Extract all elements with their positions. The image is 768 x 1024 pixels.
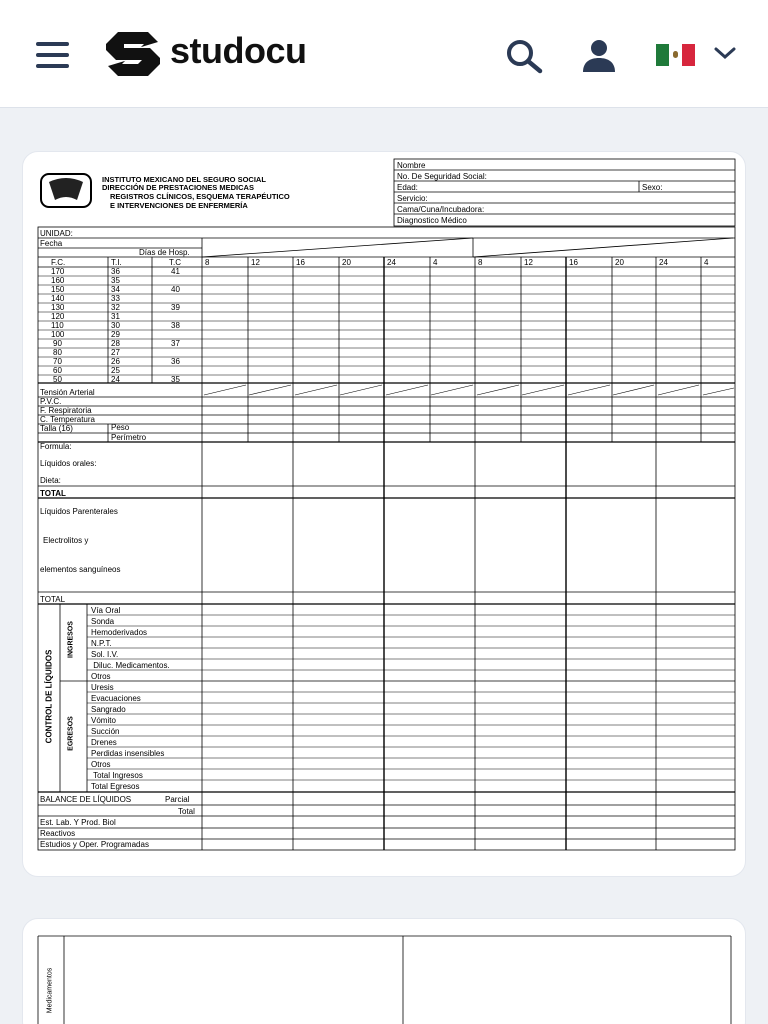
row-f-respiratoria: F. Respiratoria [40,406,92,415]
egreso-item: Drenes [91,738,117,747]
fc-value: 110 [51,321,64,330]
fc-value: 130 [51,303,65,312]
document-page-2 [22,918,746,1024]
field-servicio: Servicio: [397,194,428,203]
field-sexo: Sexo: [642,183,663,192]
tc-value: 38 [171,321,180,330]
form-grid-lines [23,152,747,878]
label-control-liquidos: CONTROL DE LÍQUIDOS [44,649,54,744]
egreso-item: Sangrado [91,705,126,714]
tc-value: 36 [171,357,180,366]
label-egresos: EGRESOS [67,716,75,751]
ti-value: 26 [111,357,120,366]
ti-value: 36 [111,267,120,276]
field-edad: Edad: [397,183,418,192]
egreso-item: Succión [91,727,120,736]
egreso-item: Evacuaciones [91,694,141,703]
search-icon[interactable] [504,38,544,74]
ti-value: 33 [111,294,120,303]
ti-value: 24 [111,375,120,384]
hour-header: 8 [478,258,483,267]
ingreso-item: Sonda [91,617,115,626]
hour-header: 12 [524,258,533,267]
institution-line-3: REGISTROS CLÍNICOS, ESQUEMA TERAPÉUTICO [110,192,290,201]
label-balance-total: Total [178,807,195,816]
row-peso: Peso [111,423,130,432]
row-estudios: Estudios y Oper. Programadas [40,840,149,849]
row-est-lab: Est. Lab. Y Prod. Biol [40,818,116,827]
label-liquidos-parenterales: Líquidos Parenterales [40,507,118,516]
egreso-item: Total Egresos [91,782,140,791]
label-formula: Formula: [40,442,72,451]
hour-header: 4 [433,258,438,267]
egreso-item: Vómito [91,716,116,725]
row-c-temperatura: C. Temperatura [40,415,95,424]
ti-value: 28 [111,339,120,348]
label-ingresos: INGRESOS [67,621,75,658]
label-liquidos-orales: Líquidos orales: [40,459,97,468]
tc-value: 41 [171,267,180,276]
header-tc: T.C [169,258,181,267]
ti-value: 25 [111,366,120,375]
ti-value: 27 [111,348,120,357]
label-dieta: Dieta: [40,476,61,485]
ingreso-item: Vía Oral [91,606,121,615]
tc-value: 37 [171,339,180,348]
top-navigation-bar [0,0,768,108]
header-fc: F.C. [51,258,66,267]
ti-value: 35 [111,276,120,285]
tc-value: 35 [171,375,180,384]
tc-value: 39 [171,303,180,312]
document-page-1 [22,151,746,877]
institution-line-4: E INTERVENCIONES DE ENFERMERÍA [110,201,248,210]
row-tension-arterial: Tensión Arterial [40,388,95,397]
field-nombre: Nombre [397,161,426,170]
field-diagnostico: Diagnostico Médico [397,216,467,225]
hour-header: 8 [205,258,210,267]
studocu-logo-icon[interactable] [104,30,162,78]
row-pvc: P.V.C. [40,397,62,406]
row-reactivos: Reactivos [40,829,76,838]
egreso-item: Perdidas insensibles [91,749,165,758]
fc-value: 70 [53,357,62,366]
fc-value: 160 [51,276,65,285]
user-icon[interactable] [580,38,618,74]
fc-value: 140 [51,294,65,303]
label-fecha: Fecha [40,239,63,248]
ingreso-item: Hemoderivados [91,628,148,637]
ingreso-item: Diluc. Medicamentos. [91,661,170,670]
fc-value: 120 [51,312,65,321]
label-electrolitos: Electrolitos y [43,536,89,545]
ingreso-item: Sol. I.V. [91,650,119,659]
mexico-flag-icon[interactable] [656,44,695,66]
hour-header: 20 [342,258,351,267]
institution-line-2: DIRECCIÓN DE PRESTACIONES MEDICAS [102,183,254,192]
ti-value: 34 [111,285,120,294]
fc-value: 170 [51,267,65,276]
ti-value: 32 [111,303,120,312]
label-dias-hosp: Días de Hosp. [139,248,190,257]
ti-value: 30 [111,321,120,330]
label-unidad: UNIDAD: [40,229,73,238]
label-medicamentos: Medicamentos [46,967,54,1014]
ingreso-item: Otros [91,672,111,681]
row-perimetro: Perímetro [111,433,147,442]
ingreso-item: N.P.T. [91,639,112,648]
hour-header: 24 [387,258,396,267]
fc-value: 150 [51,285,65,294]
fc-value: 100 [51,330,65,339]
hour-header: 20 [615,258,624,267]
hour-header: 12 [251,258,260,267]
fc-value: 80 [53,348,62,357]
field-cama: Cama/Cuna/Incubadora: [397,205,485,214]
hour-header: 4 [704,258,709,267]
hamburger-menu-icon[interactable] [36,42,70,68]
fc-value: 50 [53,375,62,384]
egreso-item: Uresis [91,683,114,692]
institution-line-1: INSTITUTO MEXICANO DEL SEGURO SOCIAL [102,175,266,184]
label-total-parenterales: TOTAL [40,595,66,604]
page-2-grid-lines [23,919,747,1024]
header-ti: T.I. [111,258,122,267]
row-talla: Talla (16) [40,424,73,433]
egreso-item: Otros [91,760,111,769]
label-total: TOTAL [40,489,66,498]
label-parcial: Parcial [165,795,190,804]
ti-value: 31 [111,312,120,321]
field-nss: No. De Seguridad Social: [397,172,487,181]
hour-header: 24 [659,258,668,267]
brand-name[interactable]: studocu [170,30,307,71]
label-elementos: elementos sanguíneos [40,565,121,574]
chevron-down-icon[interactable] [712,44,738,62]
fc-value: 60 [53,366,62,375]
fc-value: 90 [53,339,62,348]
hour-header: 16 [569,258,578,267]
egreso-item: Total Ingresos [91,771,143,780]
ti-value: 29 [111,330,120,339]
label-balance-liquidos: BALANCE DE LÍQUIDOS [40,795,132,804]
tc-value: 40 [171,285,180,294]
hour-header: 16 [296,258,305,267]
